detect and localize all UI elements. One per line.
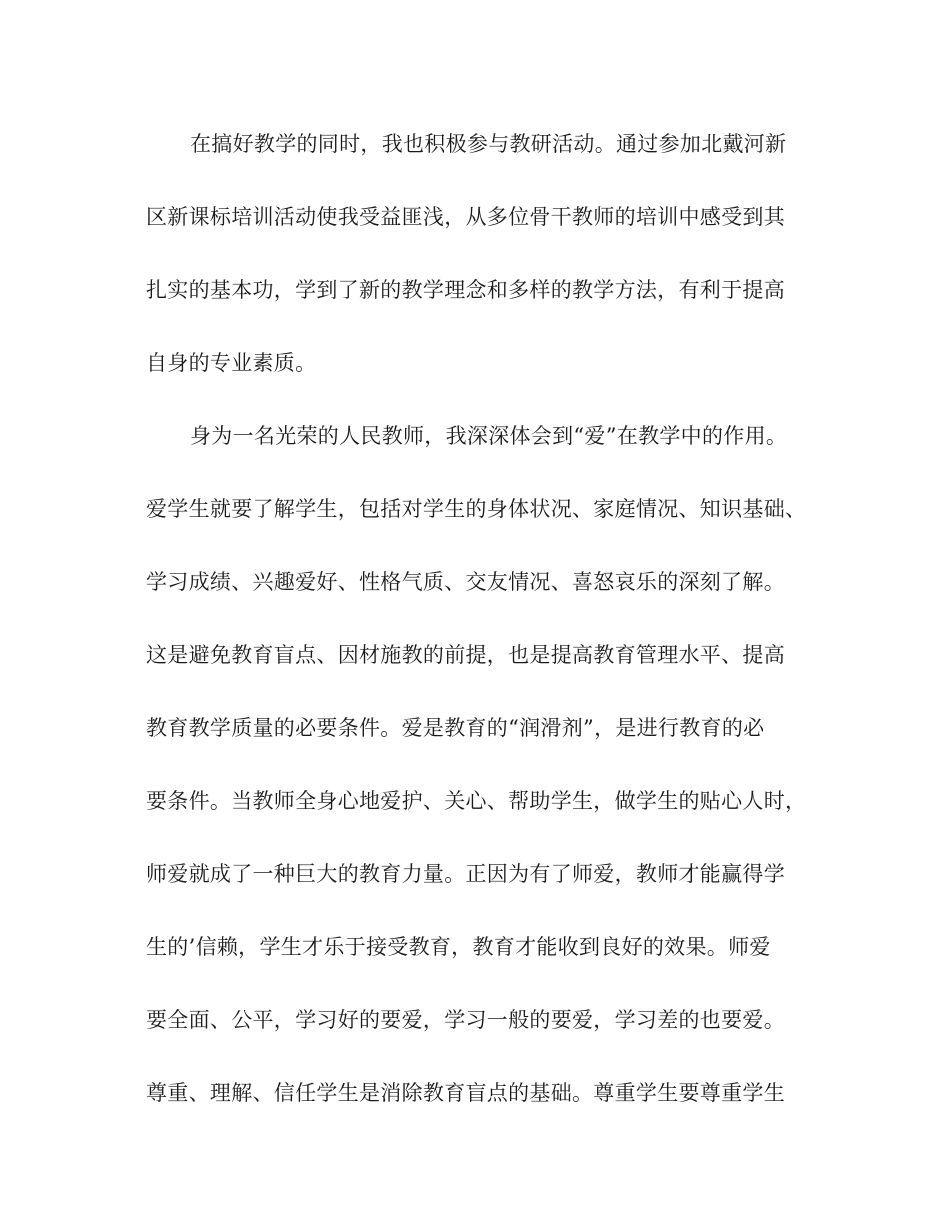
paragraph-2-line-2: 爱学生就要了解学生，包括对学生的身体状况、家庭情况、知识基础、 <box>146 497 807 521</box>
paragraph-1-line-1: 在搞好教学的同时，我也积极参与教研活动。通过参加北戴河新 <box>190 132 787 156</box>
paragraph-1-line-4: 自身的专业素质。 <box>146 351 317 375</box>
paragraph-2-line-7: 师爱就成了一种巨大的教育力量。正因为有了师爱，教师才能赢得学 <box>146 862 785 886</box>
paragraph-2-line-3: 学习成绩、兴趣爱好、性格气质、交友情况、喜怒哀乐的深刻了解。 <box>146 570 785 594</box>
paragraph-2-line-1: 身为一名光荣的人民教师，我深深体会到“爱”在教学中的作用。 <box>190 424 788 448</box>
paragraph-2-line-10: 尊重、理解、信任学生是消除教育盲点的基础。尊重学生要尊重学生 <box>146 1081 785 1105</box>
paragraph-2-line-4: 这是避免教育盲点、因材施教的前提，也是提高教育管理水平、提高 <box>146 643 785 667</box>
paragraph-1-line-3: 扎实的基本功，学到了新的教学理念和多样的教学方法，有利于提高 <box>146 278 785 302</box>
paragraph-2-line-9: 要全面、公平，学习好的要爱，学习一般的要爱，学习差的也要爱。 <box>146 1008 785 1032</box>
paragraph-2-line-8: 生的’信赖，学生才乐于接受教育，教育才能收到良好的效果。师爱 <box>146 935 771 959</box>
paragraph-1-line-2: 区新课标培训活动使我受益匪浅，从多位骨干教师的培训中感受到其 <box>146 205 785 229</box>
paragraph-2-line-5: 教育教学质量的必要条件。爱是教育的“润滑剂”，是进行教育的必 <box>146 716 765 740</box>
paragraph-2-line-6: 要条件。当教师全身心地爱护、关心、帮助学生，做学生的贴心人时， <box>146 789 807 813</box>
